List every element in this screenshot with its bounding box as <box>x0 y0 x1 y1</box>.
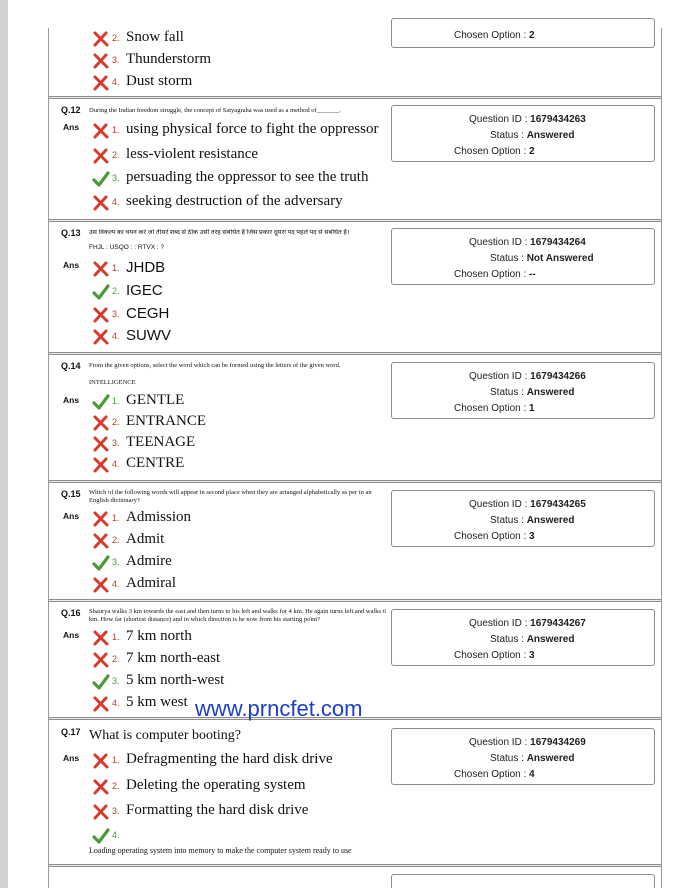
option-text: using physical force to fight the oppressor <box>126 121 379 137</box>
cross-icon <box>92 651 110 669</box>
check-icon <box>92 827 110 845</box>
option-text: GENTLE <box>126 392 185 408</box>
chosen-value: 3 <box>529 650 535 661</box>
watermark: www.prncfet.com <box>195 696 363 721</box>
question-number: Q.15 <box>61 489 81 499</box>
question-number: Q.12 <box>61 105 81 115</box>
ans-label: Ans <box>63 753 80 763</box>
chosen-value: 2 <box>529 30 535 41</box>
left-scroll-gutter <box>0 0 8 888</box>
option-text: 7 km north-east <box>126 650 221 666</box>
question-id: 1679434264 <box>530 237 586 248</box>
cross-icon <box>92 260 110 278</box>
cross-icon <box>92 576 110 594</box>
info-box-next <box>391 874 655 888</box>
response-sheet: Chosen Option : 2 2. Snow fall 3. Thunderstorm 4. Dust storm Q.12 During the Indian freedom struggle, the concept of Satyagraha was used as a method of_______. Ans Question ID : 1679434263 Status : Answered Chosen Option : 2 1. using physical force to fight the oppressor 2. less-violent resistance 3. persuading the oppressor to see the truth 4. seeking destruction of the adversary Q.13 उस विकल्प का चयन करें जो तीसरे शब्द से ठीक उसी तरह संबंधित है जिस प्रकार दूसरा पद पहले पद से संबंधित है। FHJL : USQO : : RTVX : ? Ans Question ID : 1679434264 Status : Not Answered Chosen Option : -- 1. JHDB 2. IGEC 3. CEGH 4. SUWV Q.14 From the given options, select the word which can be formed using the letters of the given word. INTELLIGENCE Ans Question ID : 1679434266 Status : Answered Chosen Option : 1 1. GENTLE 2. ENTRANCE 3. TEENAGE 4. CENTRE Q.15 Which of the following words will appear in second place when they are arranged alphabetically as per in an English dictionary? Ans Question ID : 1679434265 Status : Answered Chosen Option : 3 1. Admission 2. Admit 3. Admire 4. Admiral Q.16 Shaurya walks 3 km towards the east and then turns to his left and walks for 4 km. He again turns left and walks 6 km. How far (shortest distance) and in which direction is he now from his starting point? Ans Question ID : 1679434267 Status : Answered Chosen Option : 3 1. 7 km north 2. 7 km north-east 3. 5 km north-west 4. 5 km west Q.17 What is computer booting? Ans Question ID : 1679434269 Status : Answered Chosen Option : 4 1. Defragmenting the hard disk drive 2. Deleting the operating system 3. Formatting the hard disk drive 4. Loading operating system into memory to make the computer system ready to use <box>48 28 662 888</box>
option-text: SUWV <box>126 327 171 344</box>
option-text: persuading the oppressor to see the truth <box>126 169 369 185</box>
cross-icon <box>92 752 110 770</box>
option-text: Admission <box>126 509 192 525</box>
cross-icon <box>92 456 110 474</box>
cross-icon <box>92 695 110 713</box>
status-value: Answered <box>526 130 575 141</box>
chosen-value: 3 <box>529 531 535 542</box>
chosen-value: 2 <box>529 146 535 157</box>
cross-icon <box>92 147 110 165</box>
chosen-value: 4 <box>529 769 535 780</box>
question-text: From the given options, select the word which can be formed using the letters of the given word. <box>89 362 341 369</box>
check-icon <box>92 554 110 572</box>
status-value: Answered <box>526 634 575 645</box>
check-icon <box>92 170 110 188</box>
info-box-q14: Question ID : 1679434266 Status : Answered Chosen Option : 1 <box>391 362 655 419</box>
option-text: 5 km north-west <box>126 672 225 688</box>
ans-label: Ans <box>63 630 80 640</box>
row-divider <box>49 352 661 355</box>
question-number: Q.14 <box>61 361 81 371</box>
chosen-label: Chosen Option : <box>454 30 527 41</box>
question-id: 1679434263 <box>530 114 586 125</box>
option-text: less-violent resistance <box>126 146 259 162</box>
cross-icon <box>92 194 110 212</box>
info-box-q12: Question ID : 1679434263 Status : Answered Chosen Option : 2 <box>391 105 655 162</box>
info-box-q15: Question ID : 1679434265 Status : Answered Chosen Option : 3 <box>391 490 655 547</box>
cross-icon <box>92 803 110 821</box>
cross-icon <box>92 629 110 647</box>
ans-label: Ans <box>63 395 80 405</box>
row-divider <box>49 96 661 99</box>
ans-label: Ans <box>63 511 80 521</box>
status-value: Not Answered <box>526 253 594 264</box>
option-text: JHDB <box>126 259 166 276</box>
cross-icon <box>92 52 110 70</box>
option-text: IGEC <box>126 282 163 299</box>
cross-icon <box>92 414 110 432</box>
option-text: Dust storm <box>126 73 193 89</box>
question-text: Shaurya walks 3 km towards the east and then turns to his left and walks for 4 km. He again turns left and walks 6 km. How far (shortest distance) and in which direction is he now from his starting point? <box>89 608 386 623</box>
chosen-value: -- <box>529 269 536 280</box>
cross-icon <box>92 306 110 324</box>
question-subtext: INTELLIGENCE <box>89 379 136 386</box>
question-number: Q.17 <box>61 727 81 737</box>
row-divider <box>49 480 661 483</box>
option-text: CENTRE <box>126 455 185 471</box>
question-number: Q.13 <box>61 228 81 238</box>
option-text: Formatting the hard disk drive <box>126 802 309 818</box>
question-id: 1679434269 <box>530 737 586 748</box>
option-number: 4. <box>112 77 120 87</box>
option-text: Admiral <box>126 575 176 591</box>
cross-icon <box>92 328 110 346</box>
cross-icon <box>92 435 110 453</box>
question-text: What is computer booting? <box>89 728 242 743</box>
option-text: Deleting the operating system <box>126 777 306 793</box>
option-text: Admit <box>126 531 165 547</box>
cross-icon <box>92 510 110 528</box>
question-id: 1679434266 <box>530 371 586 382</box>
check-icon <box>92 393 110 411</box>
info-box-q16: Question ID : 1679434267 Status : Answered Chosen Option : 3 <box>391 609 655 666</box>
question-text: During the Indian freedom struggle, the concept of Satyagraha was used as a method of_______. <box>89 107 341 114</box>
info-box-q11 <box>391 18 655 48</box>
option-text: ENTRANCE <box>126 413 206 429</box>
question-id: 1679434265 <box>530 499 586 510</box>
status-value: Answered <box>526 753 575 764</box>
option-text: Loading operating system into memory to make the computer system ready to use <box>89 846 352 855</box>
cross-icon <box>92 30 110 48</box>
option-text: Snow fall <box>126 29 184 45</box>
check-icon <box>92 283 110 301</box>
info-box-q13: Question ID : 1679434264 Status : Not Answered Chosen Option : -- <box>391 228 655 285</box>
option-text: Thunderstorm <box>126 51 211 67</box>
cross-icon <box>92 122 110 140</box>
row-divider <box>49 219 661 222</box>
ans-label: Ans <box>63 260 80 270</box>
cross-icon <box>92 778 110 796</box>
option-text: 7 km north <box>126 628 192 644</box>
status-value: Answered <box>526 387 575 398</box>
ans-label: Ans <box>63 122 80 132</box>
status-value: Answered <box>526 515 575 526</box>
option-text: seeking destruction of the adversary <box>126 193 343 209</box>
check-icon <box>92 673 110 691</box>
option-text: TEENAGE <box>126 434 196 450</box>
row-divider <box>49 599 661 602</box>
question-subtext: FHJL : USQO : : RTVX : ? <box>89 244 165 251</box>
cross-icon <box>92 74 110 92</box>
question-text: Which of the following words will appear in second place when they are arranged alphabetically as per in an English dictionary? <box>89 489 372 504</box>
row-divider <box>49 864 661 867</box>
option-text: Admire <box>126 553 172 569</box>
question-text: उस विकल्प का चयन करें जो तीसरे शब्द से ठीक उसी तरह संबंधित है जिस प्रकार दूसरा पद पहले पद से संबंधित है। <box>89 229 350 236</box>
info-box-q17: Question ID : 1679434269 Status : Answered Chosen Option : 4 <box>391 728 655 785</box>
option-text: 5 km west <box>126 694 188 710</box>
chosen-value: 1 <box>529 403 535 414</box>
question-number: Q.16 <box>61 608 81 618</box>
option-number: 2. <box>112 33 120 43</box>
option-number: 3. <box>112 55 120 65</box>
option-text: CEGH <box>126 305 170 322</box>
option-text: Defragmenting the hard disk drive <box>126 751 333 767</box>
question-id: 1679434267 <box>530 618 586 629</box>
cross-icon <box>92 532 110 550</box>
